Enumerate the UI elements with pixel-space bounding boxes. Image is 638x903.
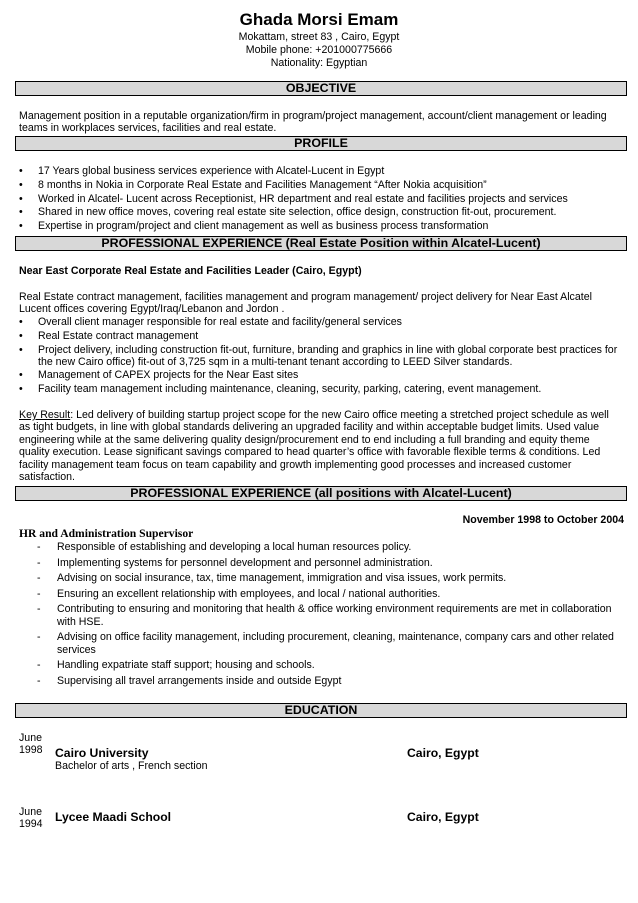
education-year: 1994	[19, 818, 43, 831]
education-month: June	[19, 732, 42, 744]
education-school: Lycee Maadi School	[55, 810, 172, 824]
objective-text: Management position in a reputable organization/firm in program/project management, account/client management or leading teams in workplaces services, facilities and real estate.	[19, 110, 607, 135]
experience-all-item: - Handling expatriate staff support; housing and schools.	[19, 659, 619, 671]
education-year: 1998	[19, 744, 43, 757]
experience-all-heading: PROFESSIONAL EXPERIENCE (all positions with Alcatel-Lucent)	[15, 486, 627, 501]
experience-re-item: • Facility team management including maintenance, cleaning, security, parking, catering, event management.	[19, 383, 619, 397]
education-location: Cairo, Egypt	[407, 810, 479, 824]
phone-line: Mobile phone: +201000775666	[245, 44, 393, 56]
experience-all-role: HR and Administration Supervisor	[19, 527, 194, 540]
experience-re-list	[19, 316, 619, 397]
experience-re-heading: PROFESSIONAL EXPERIENCE (Real Estate Position within Alcatel-Lucent)	[15, 236, 627, 251]
experience-re-intro: Real Estate contract management, facilities management and program management/ project delivery for Near East Alcatel Lucent offices covering Egypt/Iraq/Lebanon and Jordon .	[19, 291, 592, 316]
profile-list	[19, 165, 619, 234]
experience-re-role: Near East Corporate Real Estate and Facilities Leader (Cairo, Egypt)	[19, 265, 362, 277]
profile-item: • 17 Years global business services experience with Alcatel-Lucent in Egypt	[19, 165, 619, 179]
experience-all-item: - Ensuring an excellent relationship with employees, and local / national authorities.	[19, 588, 619, 600]
profile-item: • Worked in Alcatel- Lucent across Receptionist, HR department and real estate and facilities projects and services	[19, 193, 619, 207]
experience-all-dates: November 1998 to October 2004	[462, 514, 624, 526]
candidate-name: Ghada Morsi Emam	[239, 10, 399, 29]
key-result-paragraph	[19, 409, 619, 483]
nationality-line: Nationality: Egyptian	[270, 57, 368, 69]
experience-all-item: - Supervising all travel arrangements inside and outside Egypt	[19, 675, 619, 687]
key-result-label: Key Result	[19, 409, 71, 421]
education-date	[19, 732, 43, 757]
profile-heading: PROFILE	[15, 136, 627, 151]
profile-item: • Expertise in program/project and client management as well as business process transformation	[19, 220, 619, 234]
education-heading: EDUCATION	[15, 703, 627, 718]
education-date	[19, 806, 43, 831]
experience-re-item: • Real Estate contract management	[19, 330, 619, 344]
experience-re-item: • Management of CAPEX projects for the Near East sites	[19, 369, 619, 383]
education-school: Cairo University	[55, 746, 149, 760]
education-detail: Bachelor of arts , French section	[55, 760, 208, 772]
key-result-text: : Led delivery of building startup project scope for the new Cairo office meeting a stretched project schedule as well as tight budgets, in line with global standards delivering an upgraded facility and within acceptable budget limits. Used value engineering while at the same delivering quality design/procurement end to end including a full branding and equity theme quality execution. Lease significant savings compared to head quarter’s office with favorable flexible terms & conditions. Led facility management team focus on team capability and growth implementing good processes and increased customer satisfaction.	[19, 409, 609, 484]
profile-item: • 8 months in Nokia in Corporate Real Estate and Facilities Management “After Nokia acquisition”	[19, 179, 619, 193]
experience-re-item: • Project delivery, including construction fit-out, furniture, branding and graphics in line with global corporate best practices for the new Cairo office) fit-out of 3,725 sqm in a multi-tenant tenant according to LEED Silver standards.	[19, 344, 619, 370]
experience-all-item: - Responsible of establishing and developing a local human resources policy.	[19, 541, 619, 553]
experience-all-list	[19, 541, 619, 691]
experience-all-item: - Implementing systems for personnel development and personnel administration.	[19, 557, 619, 569]
profile-item: • Shared in new office moves, covering real estate site selection, office design, construction fit-out, procurement.	[19, 206, 619, 220]
objective-heading: OBJECTIVE	[15, 81, 627, 96]
experience-re-item: • Overall client manager responsible for real estate and facility/general services	[19, 316, 619, 330]
address-line: Mokattam, street 83 , Cairo, Egypt	[238, 31, 400, 43]
experience-all-item: - Advising on social insurance, tax, time management, immigration and visa issues, work permits.	[19, 572, 619, 584]
experience-all-item: - Advising on office facility management, including procurement, cleaning, maintenance, company cars and other related services	[19, 631, 619, 656]
experience-all-item: - Contributing to ensuring and monitoring that health & office working environment requirements are met in collaboration with HSE.	[19, 603, 619, 628]
resume-header	[0, 9, 638, 70]
education-month: June	[19, 806, 42, 818]
education-location: Cairo, Egypt	[407, 746, 479, 760]
